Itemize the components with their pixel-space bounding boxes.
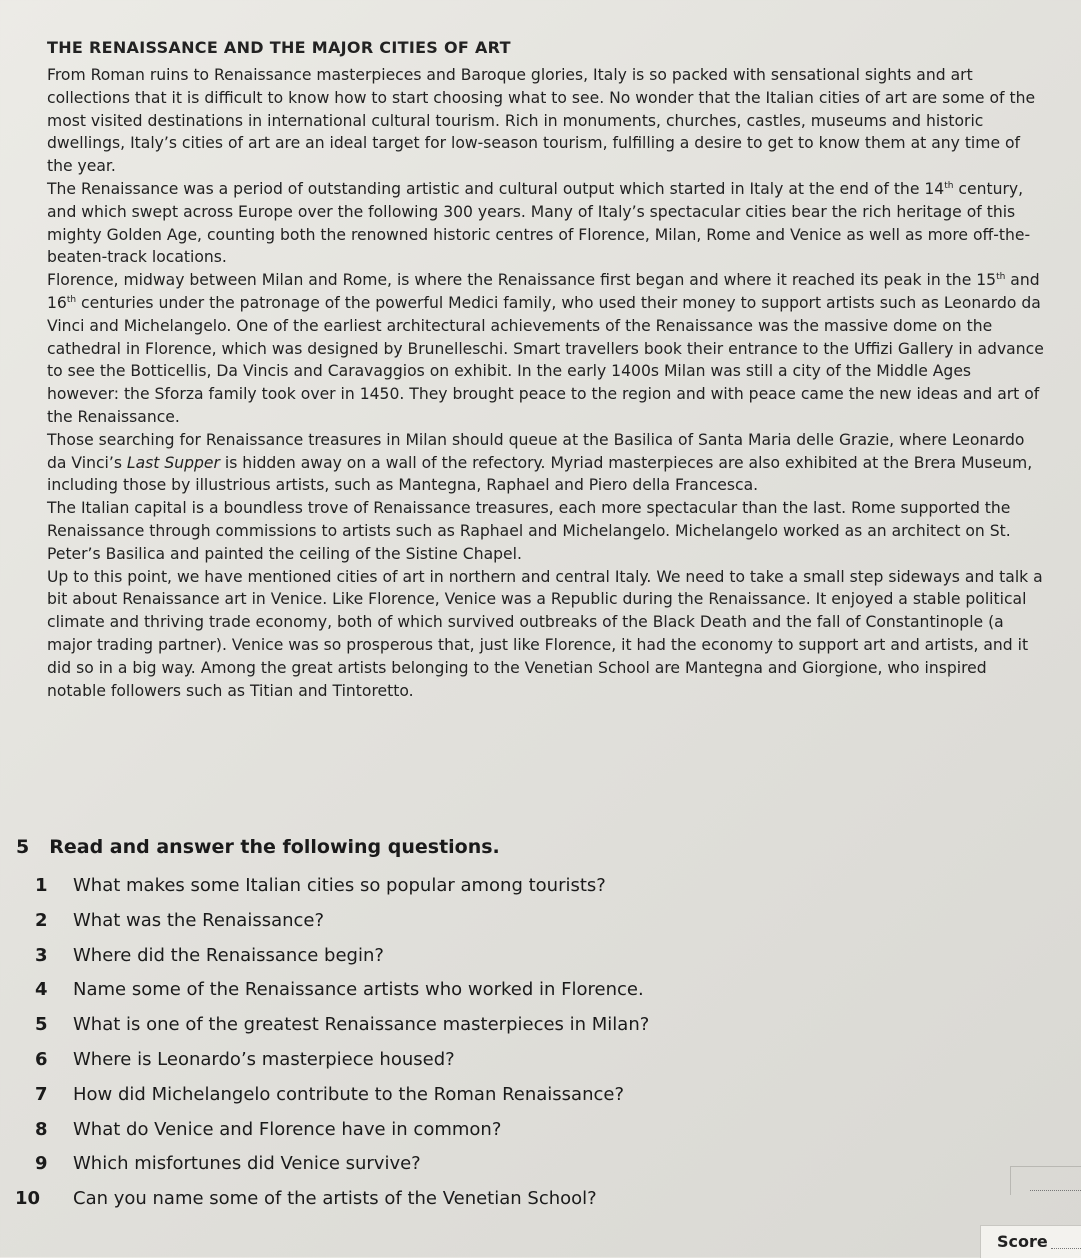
question-text: What was the Renaissance? xyxy=(73,909,325,931)
question-item xyxy=(35,1083,649,1118)
ordinal-suffix: th xyxy=(66,294,77,305)
question-number: 5 xyxy=(35,1014,48,1036)
paragraph-renaissance xyxy=(47,178,1047,269)
question-number: 6 xyxy=(35,1048,48,1070)
paragraph-text: Florence, midway between Milan and Rome, is where the Renaissance first began and where it reached its peak in the 15 xyxy=(47,271,997,290)
question-list xyxy=(15,874,650,1222)
question-item xyxy=(35,1048,649,1083)
page-title: THE RENAISSANCE AND THE MAJOR CITIES OF ART xyxy=(47,38,511,57)
question-number: 10 xyxy=(15,1188,41,1210)
question-number: 4 xyxy=(35,979,48,1001)
paragraph-rome: The Italian capital is a boundless trove of Renaissance treasures, each more spectacular than the last. Rome supported the Renaissance through commissions to artists such as Raphael and Michelangelo. Michelangelo worked as an architect on St. Peter’s Basilica and painted the ceiling of the Sistine Chapel. xyxy=(47,499,1011,563)
question-item xyxy=(35,1152,649,1187)
paragraph-text: and 16 xyxy=(47,271,1040,312)
exercise-number: 5 xyxy=(16,836,30,858)
paragraph-florence-milan xyxy=(47,269,1047,429)
question-number: 3 xyxy=(35,944,48,966)
question-number: 1 xyxy=(35,875,48,896)
paragraph-text: century, and which swept across Europe over the following 300 years. Many of Italy’s spectacular cities bear the rich heritage of this mighty Golden Age, counting both the renowned historic centres of Florence, Milan, Rome and Venice as well as more off-the-beaten-track locations. xyxy=(47,179,1031,267)
question-text: How did Michelangelo contribute to the Roman Renaissance? xyxy=(73,1083,625,1105)
question-text: What do Venice and Florence have in common? xyxy=(73,1118,502,1140)
exercise-heading xyxy=(16,836,500,858)
ordinal-suffix: th xyxy=(944,180,954,191)
question-item xyxy=(35,1013,649,1048)
question-item xyxy=(35,909,649,944)
ordinal-suffix: th xyxy=(996,271,1006,282)
paragraph-text: centuries under the patronage of the powerful Medici family, who used their money to support artists such as Leonardo da Vinci and Michelangelo. One of the earliest architectural achievements of the Renaissance was the massive dome on the cathedral in Florence, which was designed by Brunelleschi. Smart travellers book their entrance to the Uffizi Gallery in advance to see the Botticellis, Da Vincis and Caravaggios on exhibit. In the early 1400s Milan was still a city of the Middle Ages however: the Sforza family took over in 1450. They brought peace to the region and with peace came the new ideas and art of the Renaissance. xyxy=(47,293,1044,426)
exercise-instruction: Read and answer the following questions. xyxy=(49,836,500,858)
question-number: 9 xyxy=(35,1153,48,1175)
question-text: Can you name some of the artists of the Venetian School? xyxy=(73,1188,597,1210)
question-number: 7 xyxy=(35,1083,48,1105)
score-label: Score xyxy=(997,1232,1048,1251)
question-item xyxy=(35,944,649,979)
question-item xyxy=(35,978,649,1013)
question-text: Name some of the Renaissance artists who worked in Florence. xyxy=(73,979,644,1001)
paragraph-text: is hidden away on a wall of the refectory. Myriad masterpieces are also exhibited at the Brera Museum, including those by illustrious artists, such as Mantegna, Raphael and Piero della Francesca. xyxy=(47,453,1033,495)
score-panel xyxy=(980,1225,1081,1258)
paragraph-venice: Up to this point, we have mentioned cities of art in northern and central Italy. We need to take a small step sideways and talk a bit about Renaissance art in Venice. Like Florence, Venice was a Republic during the Renaissance. It enjoyed a stable political climate and thriving trade economy, both of which survived outbreaks of the Black Death and the fall of Constantinople (a major trading partner). Venice was so prosperous that, just like Florence, it had the economy to support art and artists, and it did so in a big way. Among the great artists belonging to the Venetian School are Mantegna and Giorgione, who inspired notable followers such as Titian and Tintoretto. xyxy=(47,567,1043,700)
paragraph-text: The Renaissance was a period of outstanding artistic and cultural output which started in Italy at the end of the 14 xyxy=(47,179,945,198)
question-text: Which misfortunes did Venice survive? xyxy=(73,1153,421,1175)
question-item xyxy=(35,1118,649,1153)
artwork-title: Last Supper xyxy=(126,453,220,472)
paragraph-text: Those searching for Renaissance treasures in Milan should queue at the Basilica of Santa Maria delle Grazie, where Leonardo da Vinci’s xyxy=(47,430,1025,472)
question-text: Where did the Renaissance begin? xyxy=(73,944,384,966)
question-item xyxy=(35,874,649,909)
paragraph-milan-treasures xyxy=(47,429,1047,497)
question-number: 8 xyxy=(35,1118,48,1140)
paragraph-intro: From Roman ruins to Renaissance masterpieces and Baroque glories, Italy is so packed with sensational sights and art collections that it is difficult to know how to start choosing what to see. No wonder that the Italian cities of art are some of the most visited destinations in international cultural tourism. Rich in monuments, churches, castles, museums and historic dwellings, Italy’s cities of art are an ideal target for low-season tourism, fulfilling a desire to get to know them at any time of the year. xyxy=(47,66,1036,176)
question-number: 2 xyxy=(35,909,48,931)
question-text: Where is Leonardo’s masterpiece housed? xyxy=(73,1048,455,1070)
question-item xyxy=(15,1187,649,1222)
question-text: What is one of the greatest Renaissance masterpieces in Milan? xyxy=(73,1014,650,1036)
reading-passage xyxy=(47,64,1047,702)
question-text: What makes some Italian cities so popular among tourists? xyxy=(73,875,606,896)
score-blank xyxy=(1051,1248,1081,1249)
answer-score-line xyxy=(1030,1190,1081,1191)
